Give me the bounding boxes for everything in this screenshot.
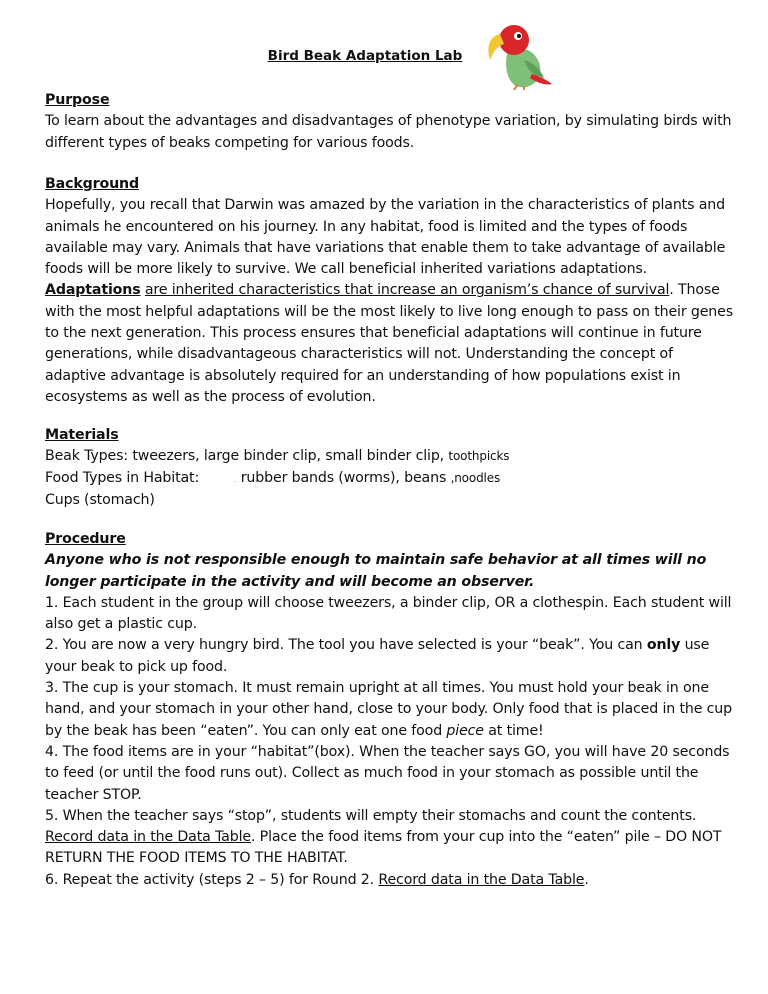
step-2-only: only	[646, 637, 681, 654]
food-types-items: rubber bands (worms), beans	[240, 469, 447, 486]
beak-types-text: Beak Types: tweezers, large binder clip, small binder clip,	[45, 448, 445, 465]
background-text	[45, 195, 735, 408]
procedure-warning: Anyone who is not responsible enough to maintain safe behavior at all times will no longer participate in the activity and will become an observer.	[45, 552, 707, 590]
food-types-label: Food Types in Habitat:	[45, 469, 200, 486]
procedure-step-4: 4. The food items are in your “habitat”(box). When the teacher says GO, you will have 20 seconds to feed (or until the food runs out). Collect as much food in your stomach as possible until the teacher STOP.	[45, 743, 730, 803]
beak-types-line	[45, 446, 735, 467]
adaptations-definition: are inherited characteristics that increase an organism’s chance of survival	[144, 282, 670, 299]
step-6-text-a: 6. Repeat the activity (steps 2 – 5) for Round 2.	[45, 871, 379, 888]
purpose-section	[45, 90, 735, 154]
step-5-text-a: 5. When the teacher says “stop”, students will empty their stomachs and count the contents.	[45, 807, 697, 824]
step-5-data-table-ref: Record data in the Data Table	[45, 829, 251, 846]
procedure-step-3	[45, 678, 735, 742]
step-2-text-a: 2. You are now a very hungry bird. The tool you have selected is your “beak”. You can	[45, 637, 647, 654]
procedure-step-1: 1. Each student in the group will choose tweezers, a binder clip, OR a clothespin. Each student will also get a plastic cup.	[45, 594, 732, 633]
procedure-section	[45, 529, 735, 891]
procedure-heading: Procedure	[45, 531, 126, 547]
background-heading: Background	[45, 176, 139, 192]
purpose-heading: Purpose	[45, 92, 110, 108]
food-types-extra: ,noodles	[450, 470, 501, 485]
background-text-2: . Those with the most helpful adaptations will be the most likely to live long enough to pass on their genes to the next generation. This process ensures that beneficial adaptations will continue in future generations, while disadvantageous characteristics will not. Understanding the concept of adaptive advantage is absolutely required for an understanding of how populations exist in ecosystems as well as the process of evolution.	[45, 282, 733, 405]
food-types-mark: .	[233, 474, 237, 484]
food-types-line	[45, 468, 735, 490]
purpose-text: To learn about the advantages and disadvantages of phenotype variation, by simulating birds with different types of beaks competing for various foods.	[45, 113, 732, 151]
adaptations-term: Adaptations	[45, 282, 141, 299]
step-5-text-b: . Place the food items from your cup into the “eaten” pile – DO NOT RETURN THE FOOD ITEMS TO THE HABITAT.	[45, 829, 722, 867]
materials-heading: Materials	[45, 427, 119, 443]
step-2-text-b: use your beak to pick up food.	[45, 637, 710, 675]
procedure-step-2	[45, 635, 735, 678]
page-title: Bird Beak Adaptation Lab	[267, 48, 463, 64]
parrot-icon	[480, 20, 560, 90]
background-text-1: Hopefully, you recall that Darwin was amazed by the variation in the characteristics of plants and animals he encountered on his journey. In any habitat, food is limited and the types of foods available may vary. Animals that have variations that enable them to take advantage of available foods will be more likely to survive. We call beneficial inherited variations adaptations.	[45, 197, 726, 278]
materials-section	[45, 425, 735, 511]
cups-line: Cups (stomach)	[45, 491, 155, 508]
step-3-text-b: at time!	[483, 722, 544, 739]
background-section	[45, 174, 735, 408]
procedure-step-5	[45, 806, 735, 870]
procedure-step-6	[45, 870, 735, 891]
step-6-data-table-ref: Record data in the Data Table	[378, 871, 585, 888]
step-3-text-a: 3. The cup is your stomach. It must remain upright at all times. You must hold your beak in one hand, and your stomach in your other hand, close to your body. Only food that is placed in the cup by the beak has been “eaten”. You can only eat one food	[45, 680, 732, 739]
step-6-text-b: .	[584, 871, 589, 888]
beak-types-extra: toothpicks	[448, 449, 510, 464]
step-3-piece: piece	[446, 722, 484, 739]
